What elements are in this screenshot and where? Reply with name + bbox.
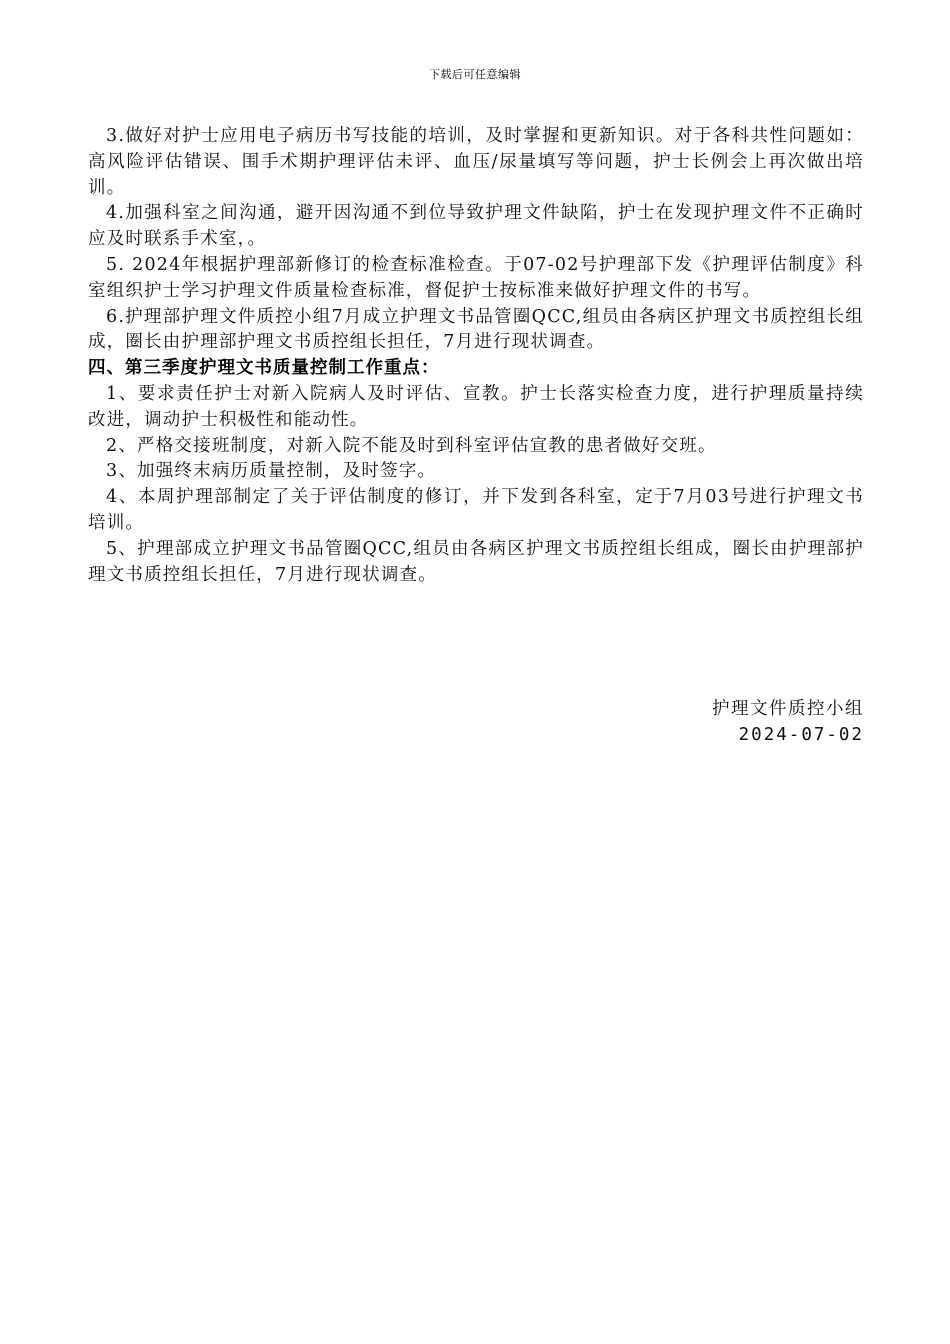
focus-item-2: 2、严格交接班制度，对新入院不能及时到科室评估宣教的患者做好交班。 [106, 435, 717, 456]
header-note: 下载后可任意编辑 [429, 68, 521, 81]
section-heading: 四、第三季度护理文书质量控制工作重点： [88, 358, 440, 379]
signature-block [712, 697, 864, 749]
signature-org: 护理文件质控小组 [712, 699, 864, 719]
focus-item-3: 3、加强终末病历质量控制，及时签字。 [106, 461, 437, 482]
document-body [88, 124, 864, 588]
signature-date: 2024-07-02 [738, 724, 864, 745]
paragraph-item-6: 6.护理部护理文件质控小组7月成立护理文书品管圈QCC,组员由各病区护理文书质控组长组成，圈长由护理部护理文书质控组长担任，7月进行现状调查。 [88, 306, 864, 353]
focus-item-1: 1、要求责任护士对新入院病人及时评估、宣教。护士长落实检查力度，进行护理质量持续改进，调动护士积极性和能动性。 [88, 383, 864, 430]
paragraph-item-4: 4.加强科室之间沟通，避开因沟通不到位导致护理文件缺陷，护士在发现护理文件不正确时应及时联系手术室，。 [88, 203, 864, 250]
paragraph-item-5: 5. 2024年根据护理部新修订的检查标准检查。于07-02号护理部下发《护理评估制度》科室组织护士学习护理文件质量检查标准，督促护士按标准来做好护理文件的书写。 [88, 254, 864, 301]
paragraph-item-3: 3.做好对护士应用电子病历书写技能的培训，及时掌握和更新知识。对于各科共性问题如：高风险评估错误、围手术期护理评估未评、血压/尿量填写等问题，护士长例会上再次做出培训。 [88, 126, 864, 198]
focus-item-5: 5、护理部成立护理文书品管圈QCC,组员由各病区护理文书质控组长组成，圈长由护理部护理文书质控组长担任，7月进行现状调查。 [88, 538, 864, 585]
focus-item-4: 4、本周护理部制定了关于评估制度的修订，并下发到各科室，定于7月03号进行护理文书培训。 [88, 487, 864, 533]
